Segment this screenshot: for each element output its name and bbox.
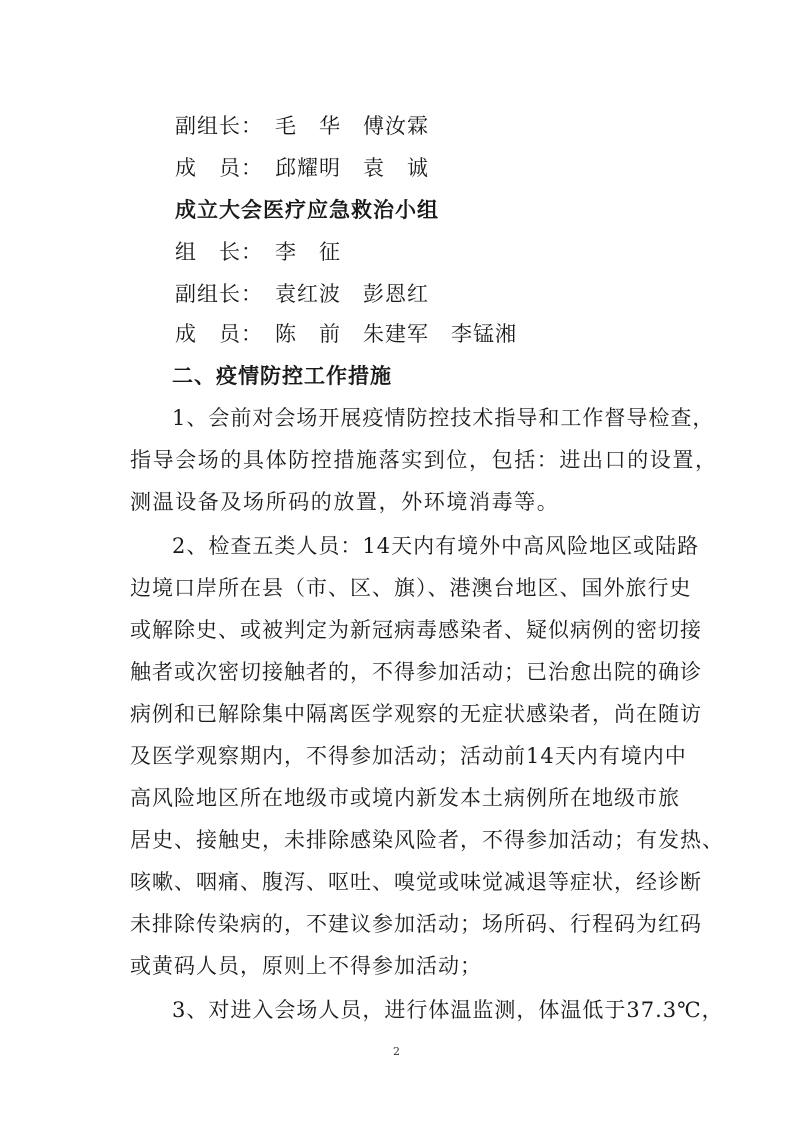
paragraph-line: 触者或次密切接触者的，不得参加活动；已治愈出院的确诊: [130, 660, 702, 684]
roster-line-deputy-leader-2: [175, 280, 735, 308]
member-name: 朱建军: [363, 322, 429, 346]
member-name: 袁 诚: [363, 156, 429, 180]
member-name: 李 征: [275, 240, 341, 264]
paragraph-line: 或黄码人员，原则上不得参加活动；: [130, 954, 482, 978]
paragraph-line: 2、检查五类人员：14天内有境外中高风险地区或陆路: [172, 534, 700, 558]
paragraph-line: 病例和已解除集中隔离医学观察的无症状感染者，尚在随访: [130, 702, 702, 726]
roster-label: 成 员：: [175, 322, 263, 346]
roster-label: 组 长：: [175, 240, 263, 264]
paragraph-line: 测温设备及场所码的放置，外环境消毒等。: [130, 490, 560, 514]
paragraph-line: 指导会场的具体防控措施落实到位，包括：进出口的设置，: [130, 448, 718, 472]
roster-label: 副组长：: [175, 282, 263, 306]
member-name: 陈 前: [275, 322, 341, 346]
member-name: 毛 华: [275, 114, 341, 138]
paragraph-line: 或解除史、或被判定为新冠病毒感染者、疑似病例的密切接: [130, 618, 702, 642]
roster-line-deputy-leader-1: [175, 112, 735, 140]
member-name: 彭恩红: [363, 282, 429, 306]
paragraph-line: 1、会前对会场开展疫情防控技术指导和工作督导检查，: [172, 406, 715, 430]
roster-line-members-1: [175, 154, 735, 182]
section-heading: 二、疫情防控工作措施: [172, 363, 392, 388]
page-number: 2: [393, 1045, 400, 1058]
paragraph-line: 咳嗽、咽痛、腹泻、呕吐、嗅觉或味觉减退等症状，经诊断: [130, 870, 702, 894]
paragraph-line: 高风险地区所在地级市或境内新发本土病例所在地级市旅: [130, 786, 680, 810]
roster-label: 成 员：: [175, 156, 263, 180]
roster-label: 副组长：: [175, 114, 263, 138]
member-name: 邱耀明: [275, 156, 341, 180]
roster-line-members-2: [175, 320, 735, 348]
paragraph-line: 未排除传染病的，不建议参加活动；场所码、行程码为红码: [130, 912, 702, 936]
group-title-medical-team: 成立大会医疗应急救治小组: [175, 197, 439, 222]
paragraph-line: 边境口岸所在县（市、区、旗）、港澳台地区、国外旅行史: [130, 576, 692, 600]
paragraph-line: 3、对进入会场人员，进行体温监测，体温低于37.3℃，: [172, 998, 724, 1022]
member-name: 傅汝霖: [363, 114, 429, 138]
member-name: 李锰湘: [451, 322, 517, 346]
member-name: 袁红波: [275, 282, 341, 306]
roster-line-leader: [175, 238, 735, 266]
paragraph-line: 居史、接触史，未排除感染风险者，不得参加活动；有发热、: [130, 828, 724, 852]
paragraph-line: 及医学观察期内，不得参加活动；活动前14天内有境内中: [130, 744, 687, 768]
